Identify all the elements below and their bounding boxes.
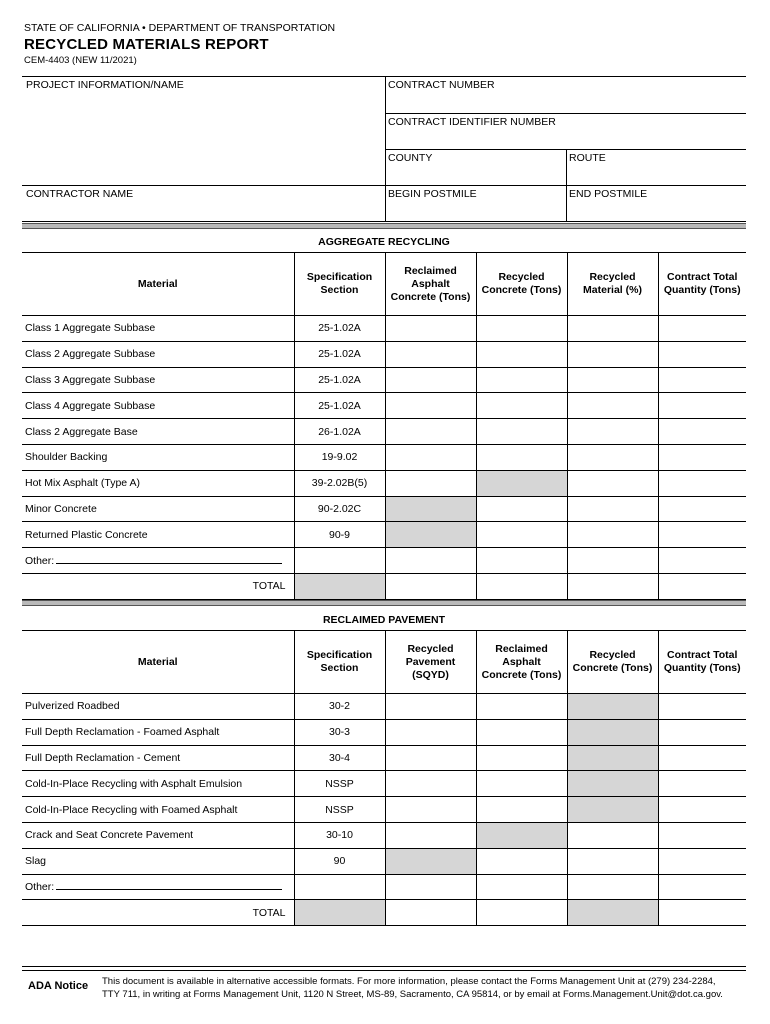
end-postmile-field[interactable]: END POSTMILE — [569, 188, 648, 200]
col-header-recycled-concrete: Recycled Concrete (Tons) — [567, 631, 658, 694]
shaded-cell — [567, 694, 658, 720]
spec-section: 25-1.02A — [294, 367, 385, 393]
input-cell[interactable] — [658, 694, 746, 720]
total-cell[interactable] — [658, 573, 746, 599]
spec-section: 90-9 — [294, 522, 385, 548]
form-title: RECYCLED MATERIALS REPORT — [24, 36, 269, 53]
spec-section: 25-1.02A — [294, 316, 385, 342]
shaded-cell — [385, 496, 476, 522]
input-cell[interactable] — [385, 874, 476, 900]
input-cell[interactable] — [658, 548, 746, 574]
spec-section: 25-1.02A — [294, 393, 385, 419]
input-cell[interactable] — [476, 797, 567, 823]
input-cell[interactable] — [476, 719, 567, 745]
input-cell[interactable] — [658, 719, 746, 745]
other-input-line[interactable] — [56, 880, 282, 890]
input-cell[interactable] — [567, 316, 658, 342]
material-name: Shoulder Backing — [22, 444, 294, 470]
material-name: Class 4 Aggregate Subbase — [22, 393, 294, 419]
input-cell[interactable] — [567, 341, 658, 367]
material-name: Cold-In-Place Recycling with Asphalt Emulsion — [22, 771, 294, 797]
input-cell[interactable] — [476, 874, 567, 900]
input-cell[interactable] — [476, 848, 567, 874]
material-name: Class 2 Aggregate Subbase — [22, 341, 294, 367]
input-cell[interactable] — [476, 694, 567, 720]
begin-postmile-field[interactable]: BEGIN POSTMILE — [388, 188, 477, 200]
spec-section: NSSP — [294, 771, 385, 797]
input-cell[interactable] — [658, 393, 746, 419]
input-cell[interactable] — [385, 719, 476, 745]
input-cell[interactable] — [476, 316, 567, 342]
total-cell[interactable] — [567, 573, 658, 599]
input-cell[interactable] — [476, 745, 567, 771]
contract-number-field[interactable]: CONTRACT NUMBER — [388, 79, 495, 91]
input-cell[interactable] — [658, 470, 746, 496]
input-cell[interactable] — [385, 771, 476, 797]
spec-section: 30-4 — [294, 745, 385, 771]
form-number: CEM-4403 (NEW 11/2021) — [24, 55, 137, 66]
input-cell[interactable] — [385, 444, 476, 470]
footer-divider — [22, 966, 746, 971]
total-cell[interactable] — [476, 900, 567, 926]
input-cell[interactable] — [658, 874, 746, 900]
ada-notice-label: ADA Notice — [28, 980, 89, 992]
input-cell[interactable] — [294, 874, 385, 900]
input-cell[interactable] — [658, 797, 746, 823]
material-name: Full Depth Reclamation - Foamed Asphalt — [22, 719, 294, 745]
input-cell[interactable] — [567, 848, 658, 874]
input-cell[interactable] — [476, 444, 567, 470]
spec-section: 30-2 — [294, 694, 385, 720]
spec-section: 19-9.02 — [294, 444, 385, 470]
input-cell[interactable] — [385, 470, 476, 496]
input-cell[interactable] — [658, 367, 746, 393]
col-header-spec: Specification Section — [294, 631, 385, 694]
reclaimed-section-title: RECLAIMED PAVEMENT — [322, 614, 446, 626]
contract-identifier-field[interactable]: CONTRACT IDENTIFIER NUMBER — [388, 116, 556, 128]
shaded-cell — [385, 522, 476, 548]
input-cell[interactable] — [385, 316, 476, 342]
col-header-contract-total: Contract Total Quantity (Tons) — [658, 253, 746, 316]
material-name: Cold-In-Place Recycling with Foamed Asphalt — [22, 797, 294, 823]
col-header-rac: Reclaimed Asphalt Concrete (Tons) — [476, 631, 567, 694]
input-cell[interactable] — [476, 522, 567, 548]
shaded-cell — [567, 745, 658, 771]
total-label: TOTAL — [22, 900, 294, 926]
col-header-recycled-material: Recycled Material (%) — [567, 253, 658, 316]
divider — [22, 221, 746, 222]
input-cell[interactable] — [658, 848, 746, 874]
input-cell[interactable] — [385, 419, 476, 445]
spec-section: 90 — [294, 848, 385, 874]
other-label: Other: — [25, 881, 55, 894]
input-cell[interactable] — [567, 522, 658, 548]
input-cell[interactable] — [385, 341, 476, 367]
material-name: Returned Plastic Concrete — [22, 522, 294, 548]
input-cell[interactable] — [567, 419, 658, 445]
input-cell[interactable] — [385, 745, 476, 771]
section-band — [22, 223, 746, 229]
input-cell[interactable] — [476, 496, 567, 522]
material-name: Class 3 Aggregate Subbase — [22, 367, 294, 393]
spec-section: 25-1.02A — [294, 341, 385, 367]
input-cell[interactable] — [567, 393, 658, 419]
input-cell[interactable] — [658, 341, 746, 367]
material-name: Full Depth Reclamation - Cement — [22, 745, 294, 771]
input-cell[interactable] — [567, 548, 658, 574]
other-material-field[interactable] — [22, 874, 294, 900]
other-input-line[interactable] — [56, 554, 282, 564]
shaded-cell — [294, 900, 385, 926]
material-name: Slag — [22, 848, 294, 874]
shaded-cell — [567, 719, 658, 745]
contractor-name-field[interactable]: CONTRACTOR NAME — [26, 188, 134, 200]
material-name: Minor Concrete — [22, 496, 294, 522]
aggregate-section-title: AGGREGATE RECYCLING — [318, 236, 450, 248]
input-cell[interactable] — [658, 316, 746, 342]
spec-section: 30-10 — [294, 822, 385, 848]
material-name: Hot Mix Asphalt (Type A) — [22, 470, 294, 496]
divider — [22, 76, 746, 77]
input-cell[interactable] — [476, 548, 567, 574]
material-name: Crack and Seat Concrete Pavement — [22, 822, 294, 848]
project-name-field[interactable]: PROJECT INFORMATION/NAME — [26, 79, 184, 91]
col-header-recycled-concrete: Recycled Concrete (Tons) — [476, 253, 567, 316]
total-cell[interactable] — [476, 573, 567, 599]
input-cell[interactable] — [385, 797, 476, 823]
other-material-field[interactable] — [22, 548, 294, 574]
input-cell[interactable] — [476, 393, 567, 419]
other-label: Other: — [25, 555, 55, 568]
shaded-cell — [476, 822, 567, 848]
col-header-recycled-pavement: Recycled Pavement (SQYD) — [385, 631, 476, 694]
shaded-cell — [385, 848, 476, 874]
ada-notice-line-2: TTY 711, in writing at Forms Management Unit, 1120 N Street, MS-89, Sacramento, CA 95814, or by email at Forms.Management.Unit@dot.ca.gov. — [102, 989, 723, 1000]
divider — [385, 113, 746, 114]
input-cell[interactable] — [658, 522, 746, 548]
agency-name: STATE OF CALIFORNIA • DEPARTMENT OF TRANSPORTATION — [24, 22, 336, 34]
shaded-cell — [567, 900, 658, 926]
input-cell[interactable] — [476, 419, 567, 445]
total-cell[interactable] — [385, 573, 476, 599]
route-field[interactable]: ROUTE — [569, 152, 606, 164]
material-name: Class 1 Aggregate Subbase — [22, 316, 294, 342]
total-label: TOTAL — [22, 573, 294, 599]
input-cell[interactable] — [567, 367, 658, 393]
col-header-material: Material — [22, 253, 294, 316]
divider — [566, 149, 567, 221]
input-cell[interactable] — [567, 496, 658, 522]
input-cell[interactable] — [658, 444, 746, 470]
input-cell[interactable] — [658, 496, 746, 522]
input-cell[interactable] — [385, 367, 476, 393]
input-cell[interactable] — [658, 771, 746, 797]
spec-section: 26-1.02A — [294, 419, 385, 445]
input-cell[interactable] — [567, 822, 658, 848]
input-cell[interactable] — [385, 694, 476, 720]
section-band — [22, 600, 746, 606]
material-name: Class 2 Aggregate Base — [22, 419, 294, 445]
ada-notice-line-1: This document is available in alternative accessible formats. For more information, please contact the Forms Management Unit at (279) 234-2284, — [102, 976, 716, 987]
aggregate-table — [22, 252, 746, 600]
input-cell[interactable] — [476, 771, 567, 797]
shaded-cell — [567, 771, 658, 797]
county-field[interactable]: COUNTY — [388, 152, 433, 164]
reclaimed-table — [22, 630, 746, 926]
total-cell[interactable] — [658, 900, 746, 926]
col-header-material: Material — [22, 631, 294, 694]
input-cell[interactable] — [385, 393, 476, 419]
input-cell[interactable] — [567, 444, 658, 470]
shaded-cell — [476, 470, 567, 496]
input-cell[interactable] — [658, 745, 746, 771]
input-cell[interactable] — [567, 470, 658, 496]
input-cell[interactable] — [294, 548, 385, 574]
shaded-cell — [567, 797, 658, 823]
shaded-cell — [294, 573, 385, 599]
spec-section: 30-3 — [294, 719, 385, 745]
input-cell[interactable] — [658, 822, 746, 848]
col-header-rac: Reclaimed Asphalt Concrete (Tons) — [385, 253, 476, 316]
ada-notice-text — [102, 975, 742, 1001]
input-cell[interactable] — [385, 548, 476, 574]
spec-section: 90-2.02C — [294, 496, 385, 522]
total-cell[interactable] — [385, 900, 476, 926]
divider — [22, 185, 746, 186]
input-cell[interactable] — [476, 367, 567, 393]
col-header-contract-total: Contract Total Quantity (Tons) — [658, 631, 746, 694]
col-header-spec: Specification Section — [294, 253, 385, 316]
spec-section: 39-2.02B(5) — [294, 470, 385, 496]
spec-section: NSSP — [294, 797, 385, 823]
input-cell[interactable] — [567, 874, 658, 900]
input-cell[interactable] — [658, 419, 746, 445]
material-name: Pulverized Roadbed — [22, 694, 294, 720]
input-cell[interactable] — [476, 341, 567, 367]
input-cell[interactable] — [385, 822, 476, 848]
